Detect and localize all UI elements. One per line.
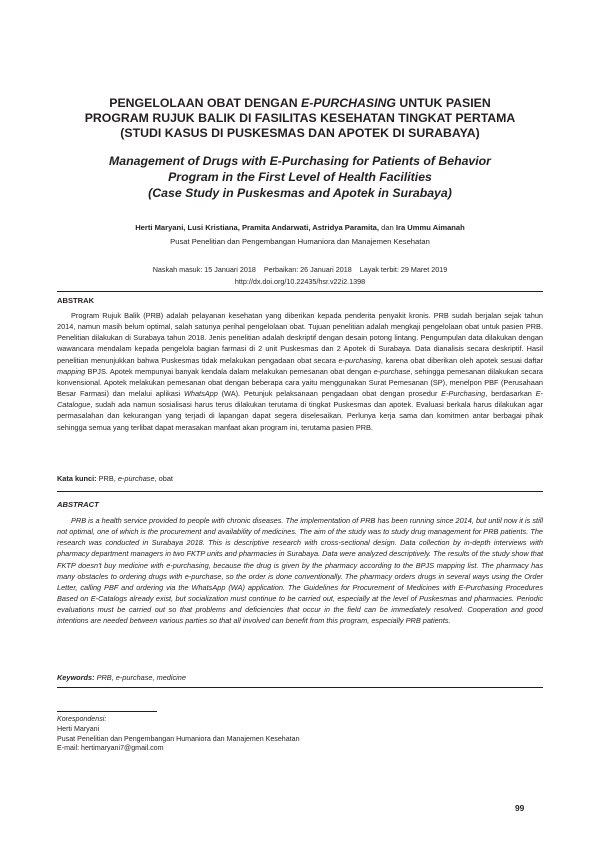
page-number: 99 — [515, 803, 525, 813]
divider-bottom — [57, 687, 543, 688]
author-list: Herti Maryani, Lusi Kristiana, Pramita Andarwati, Astridya Paramita, dan Ira Ummu Aimanah — [135, 223, 465, 232]
abstrak-heading: ABSTRAK — [57, 296, 95, 305]
kata-kunci: Kata kunci: PRB, e-purchase, obat — [57, 474, 173, 483]
divider-top — [57, 291, 543, 292]
title-en-line3: (Case Study in Puskesmas and Apotek in Surabaya) — [148, 185, 452, 200]
title-id-line1: PENGELOLAAN OBAT DENGAN E-PURCHASING UNTUK PASIEN — [109, 96, 491, 110]
doi-link[interactable]: http://dx.doi.org/10.22435/hsr.v22i2.1398 — [234, 277, 366, 286]
abstrak-body: Program Rujuk Balik (PRB) adalah pelayanan kesehatan yang diberikan kepada penderita penyakit kronis. PRB sudah berjalan sejak tahun 2014, namun masih belum optimal, salah satunya perihal pengelolaan obat. Tujuan penelitian adalah mengkaji pengelolaan obat untuk pasien PRB. Penelitian dilakukan di Surabaya tahun 2018. Jenis penelitian adalah deskriptif dengan desain potong lintang. Pengumpulan data dilakukan dengan wawancara mendalam kepada pengelola bagian farmasi di 2 unit Puskesmas dan 2 Apotek di Surabaya. Data dianalisis secara deskriptif. Hasil penelitian menunjukkan bahwa Puskesmas tidak melakukan pengadaan obat secara e-purchasing, karena obat diberikan oleh apotek sesuai daftar mapping BPJS. Apotek mempunyai banyak kendala dalam melakukan pemesanan obat dengan e-purchase, sehingga pemesanan dilakukan secara konvensional. Apotek melakukan pemesanan obat dengan beberapa cara yaitu menggunakan Surat Pemesanan (SP), menelpon PBF (Perusahaan Besar Farmasi) dan melalui aplikasi WhatsApp (WA). Petunjuk pelaksanaan pengadaan obat dengan prosedur E-Purchasing, berdasarkan E-Catalogue, sudah ada namun sosialisasi harus terus dilakukan terutama di tingkat Puskesmas dan apotek. Evaluasi berkala harus dilakukan agar permasalahan dan kekurangan yang terjadi di lapangan dapat segera diselesaikan. Perlunya kerja sama dan komitmen antar berbagai pihak sehingga semua yang terlibat dapat merasakan manfaat akan program ini, terutama pasien PRB. — [57, 311, 544, 432]
keywords: Keywords: PRB, e-purchase, medicine — [57, 673, 186, 682]
correspondence-email[interactable]: E-mail: hertimaryani7@gmail.com — [57, 744, 164, 753]
title-id-line3: (STUDI KASUS DI PUSKESMAS DAN APOTEK DI SURABAYA) — [120, 126, 480, 140]
abstract-body: PRB is a health service provided to people with chronic diseases. The implementation of PRB has been running since 2014, but until now it is still not optimal, one of which is the procurement and availability of medicines. The aim of the study was to study drug management for PRB patients. The research was conducted in Surabaya 2018. This is descriptive research with cross-sectional design. Data collection by in-depth interviews with pharmacy department managers in two FKTP units and pharmacies in Surabaya. Data were analyzed descriptively. The results of the study show that FKTP doesn't buy medicine with e-purchasing, because the drug is given by the pharmacy according to the BPJS mapping list. The pharmacy has many obstacles to ordering drugs with e-purchase, so the order is done conventionally. The pharmacy orders drugs in several ways using the Order Letter, calling PBF and ordering via the WhatsApp (WA) application. The Guidelines for Procurement of Medicines with E-Purchasing Procedures Based on E-Catalogs already exist, but socialization must continue to be carried out, especially at the level of Puskesmas and pharmacies. Periodic evaluations must be carried out so that problems and deficiencies that occur in the field can be immediately resolved. Cooperation and good intentions are needed between various parties so that all involved can benefit from this program, especially PRB patients. — [57, 516, 543, 626]
divider-middle — [57, 491, 543, 492]
title-english — [60, 154, 540, 201]
correspondence-institution: Pusat Penelitian dan Pengembangan Humaniora dan Manajemen Kesehatan — [57, 734, 300, 743]
date-received: Naskah masuk: 15 Januari 2018 — [152, 265, 256, 274]
submission-dates — [60, 264, 540, 275]
title-en-line2: Program in the First Level of Health Facilities — [168, 169, 432, 184]
author-affiliation: Pusat Penelitian dan Pengembangan Humaniora dan Manajemen Kesehatan — [170, 237, 430, 246]
footnote-rule — [57, 711, 157, 712]
title-id-line2: PROGRAM RUJUK BALIK DI FASILITAS KESEHATAN TINGKAT PERTAMA — [84, 111, 516, 125]
date-revised: Perbaikan: 26 Januari 2018 — [263, 265, 352, 274]
correspondence — [57, 715, 357, 754]
date-accepted: Layak terbit: 29 Maret 2019 — [359, 265, 448, 274]
abstract-heading: ABSTRACT — [57, 500, 99, 509]
title-indonesian — [60, 96, 540, 141]
correspondence-name: Herti Maryani — [57, 724, 100, 733]
correspondence-label: Korespondensi: — [57, 715, 107, 723]
title-en-line1: Management of Drugs with E-Purchasing for Patients of Behavior — [109, 154, 491, 168]
